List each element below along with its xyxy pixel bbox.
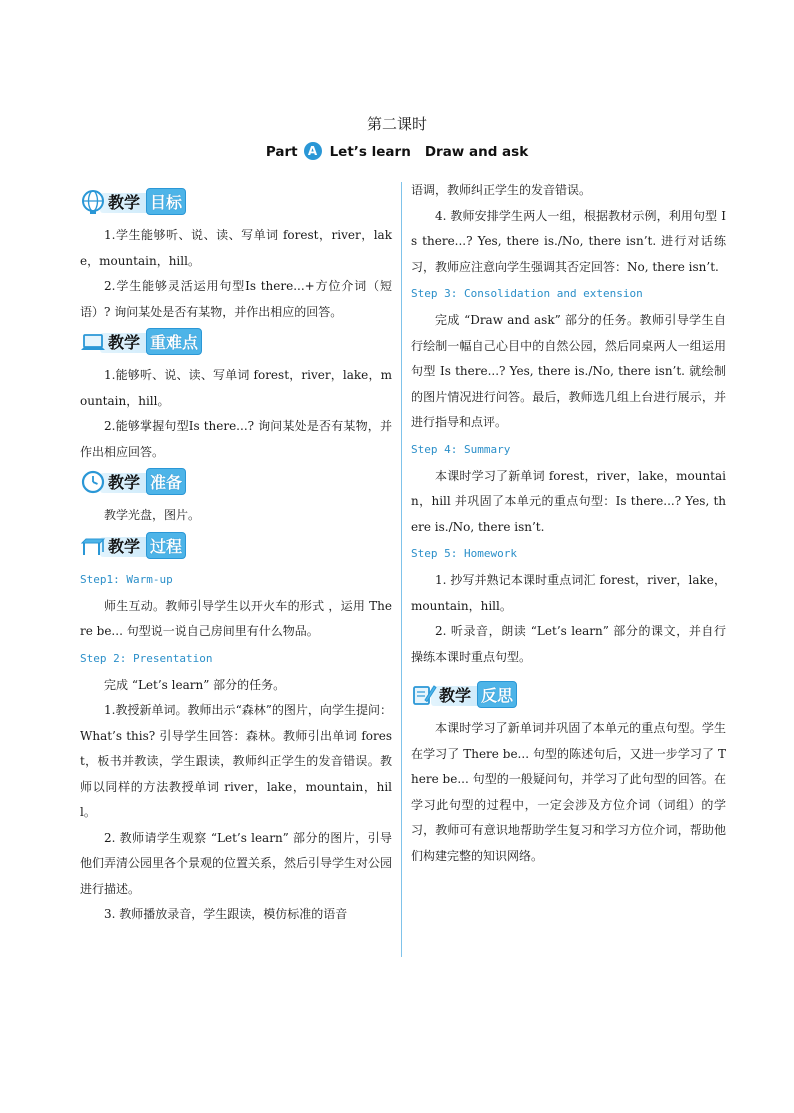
step-2-text-1: 完成 “Let’s learn” 部分的任务。 [104, 677, 286, 692]
step-5-text-1: 1. 抄写并熟记本课时重点词汇 forest，river，lake，mountain，hill。 [411, 573, 726, 613]
notepad-pen-icon [411, 682, 437, 708]
lesson-name-1: Let’s learn [329, 144, 411, 160]
step-2-heading: Step 2: Presentation [80, 651, 213, 665]
section-label-accent: 准备 [146, 468, 186, 495]
section-header-reflection [411, 680, 726, 712]
section-label-main: 教学 [108, 473, 141, 492]
section-label-main: 教学 [439, 686, 472, 705]
right-column [411, 178, 726, 869]
section-label-accent: 过程 [146, 532, 186, 559]
section-header-keypoints [80, 327, 392, 359]
objective-2: 2.学生能够灵活运用句型Is there...+方位介词（短语）? 询问某处是否有某物，并作出相应的回答。 [80, 279, 392, 319]
keypoint-2: 2.能够掌握句型Is there...? 询问某处是否有某物，并作出相应回答。 [80, 419, 392, 459]
section-label-accent: 目标 [146, 188, 186, 215]
step-1-heading: Step1: Warm-up [80, 572, 173, 586]
step-2-text-5: 4. 教师安排学生两人一组，根据教材示例，利用句型 Is there...? Yes, there is./No, there isn’t. 进行对话练习，教师应注意向学生强调其否定回答：No, there isn’t. [411, 208, 726, 274]
step-5-text-2: 2. 听录音，朗读 “Let’s learn” 部分的课文，并自行操练本课时重点句型。 [411, 624, 726, 664]
continued-text: 语调，教师纠正学生的发音错误。 [411, 183, 592, 197]
section-header-process [80, 531, 392, 563]
step-3-text: 完成 “Draw and ask” 部分的任务。教师引导学生自行绘制一幅自己心目中的自然公园，然后同桌两人一组运用句型 Is there...? Yes, there is./No, there isn’t. 就绘制的图片情况进行问答。最后，教师选几组上台进行展示，并进行指导和点评。 [411, 313, 726, 429]
section-label-main: 教学 [108, 333, 141, 352]
column-divider [401, 182, 402, 957]
lesson-name-2: Draw and ask [424, 144, 529, 160]
page-title: 第二课时 [366, 115, 427, 133]
step-1-text: 师生互动。教师引导学生以开火车的形式 ，运用 There be... 句型说一说自己房间里有什么物品。 [80, 598, 392, 638]
section-header-prep [80, 467, 392, 499]
keypoint-1: 1.能够听、说、读、写单词 forest，river，lake，mountain，hill。 [80, 368, 392, 408]
clock-icon [80, 469, 106, 495]
prep-text: 教学光盘，图片。 [104, 508, 201, 522]
step-4-heading: Step 4: Summary [411, 442, 511, 456]
step-2-text-2: 1.教授新单词。教师出示“森林”的图片，向学生提问：What’s this? 引导学生回答：森林。教师引出单词 forest，板书并教读，学生跟读，教师纠正学生的发音错误。教师以同样的方法教授单词 river，lake，mountain，hill。 [80, 703, 392, 819]
section-label-accent: 重难点 [146, 328, 202, 355]
step-2-text-3: 2. 教师请学生观察 “Let’s learn” 部分的图片，引导他们弄清公园里各个景观的位置关系，然后引导学生对公园进行描述。 [80, 830, 393, 896]
lesson-subtitle [0, 144, 794, 160]
step-2-text-4: 3. 教师播放录音，学生跟读，模仿标准的语音 [104, 907, 348, 921]
part-letter-badge: A [304, 142, 322, 160]
desk-icon [80, 533, 106, 559]
part-prefix: Part [265, 144, 298, 160]
section-label-accent: 反思 [477, 681, 517, 708]
globe-icon [80, 189, 106, 215]
objective-1: 1.学生能够听、说、读、写单词 forest，river，lake，mountain，hill。 [80, 228, 392, 268]
left-column [80, 185, 392, 928]
laptop-icon [80, 329, 106, 355]
step-4-text: 本课时学习了新单词 forest，river，lake，mountain，hill 并巩固了本单元的重点句型：Is there...? Yes, there is./No, there isn’t. [411, 468, 726, 534]
step-5-heading: Step 5: Homework [411, 547, 517, 560]
section-header-objectives [80, 187, 392, 219]
section-label-main: 教学 [108, 193, 141, 212]
reflection-text: 本课时学习了新单词并巩固了本单元的重点句型。学生在学习了 There be... 句型的陈述句后，又进一步学习了 There be... 句型的一般疑问句，并学习了此句型的回答。在学习此句型的过程中，一定会涉及方位介词（词组）的学习，教师可有意识地帮助学生复习和学习方位介词，帮助他们构建完整的知识网络。 [411, 721, 726, 863]
section-label-main: 教学 [108, 536, 141, 556]
step-3-heading: Step 3: Consolidation and extension [411, 287, 643, 300]
